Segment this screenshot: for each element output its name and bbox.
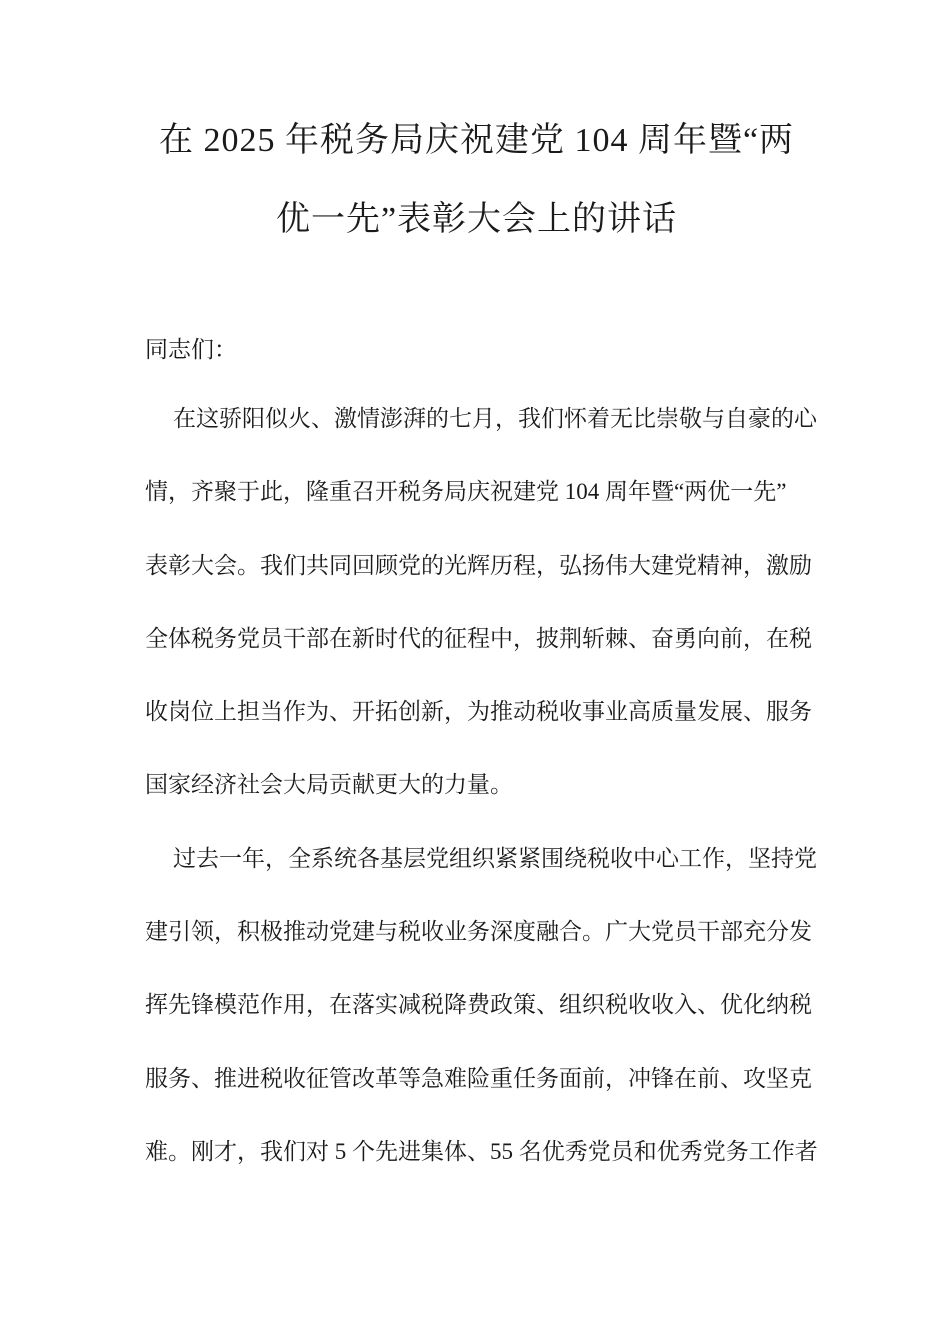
body-line: 难。刚才，我们对 5 个先进集体、55 名优秀党员和优秀党务工作者 <box>145 1138 818 1164</box>
body-line: 国家经济社会大局贡献更大的力量。 <box>145 772 513 798</box>
salutation: 同志们： <box>145 337 237 362</box>
body-line: 挥先锋模范作用，在落实减税降费政策、组织税收收入、优化纳税 <box>145 992 812 1018</box>
document-title <box>145 101 808 259</box>
body-line: 在这骄阳似火、激情澎湃的七月，我们怀着无比崇敬与自豪的心 <box>173 406 817 431</box>
document-title-line-1: 在 2025 年税务局庆祝建党 104 周年暨“两 <box>158 122 795 159</box>
body-line: 建引领，积极推动党建与税收业务深度融合。广大党员干部充分发 <box>145 919 812 945</box>
body-line: 收岗位上担当作为、开拓创新，为推动税收事业高质量发展、服务 <box>145 699 812 725</box>
document-title-line-2: 优一先”表彰大会上的讲话 <box>275 201 678 238</box>
document-body <box>145 382 818 1188</box>
body-line: 过去一年，全系统各基层党组织紧紧围绕税收中心工作，坚持党 <box>173 845 817 871</box>
body-line: 服务、推进税收征管改革等急难险重任务面前，冲锋在前、攻坚克 <box>145 1065 812 1091</box>
body-line: 情，齐聚于此，隆重召开税务局庆祝建党 104 周年暨“两优一先” <box>145 479 787 505</box>
body-line: 表彰大会。我们共同回顾党的光辉历程，弘扬伟大建党精神，激励 <box>145 552 812 578</box>
body-line: 全体税务党员干部在新时代的征程中，披荆斩棘、奋勇向前，在税 <box>145 625 812 651</box>
